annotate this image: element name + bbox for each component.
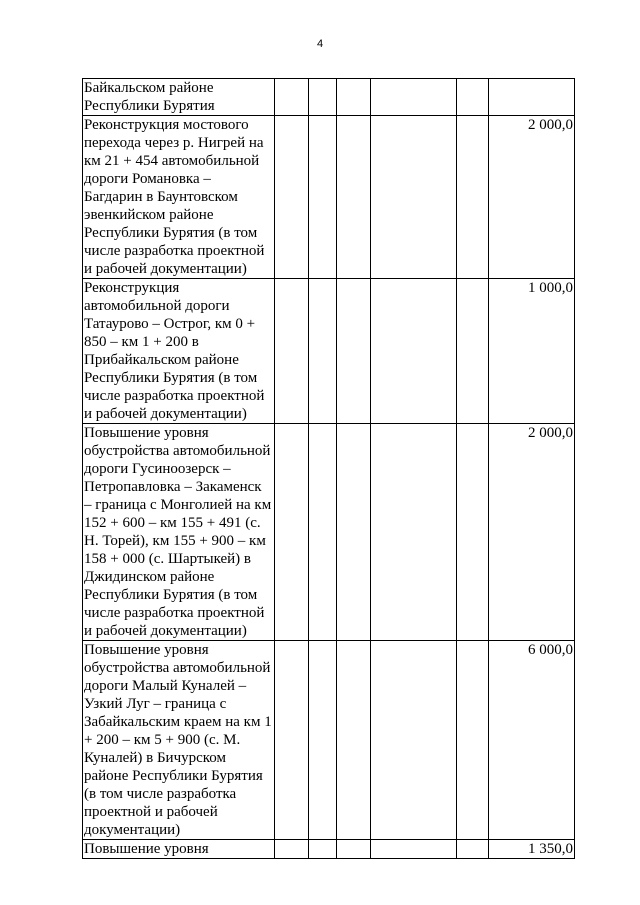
table-row	[83, 840, 575, 859]
empty-cell	[457, 840, 489, 859]
empty-cell	[337, 279, 371, 424]
empty-cell	[275, 424, 309, 641]
row-description: Байкальском районе Республики Бурятия	[83, 79, 275, 116]
table-row	[83, 116, 575, 279]
table-row	[83, 79, 575, 116]
empty-cell	[371, 79, 457, 116]
empty-cell	[371, 279, 457, 424]
empty-cell	[457, 79, 489, 116]
empty-cell	[337, 840, 371, 859]
empty-cell	[371, 840, 457, 859]
empty-cell	[457, 424, 489, 641]
table-row	[83, 424, 575, 641]
empty-cell	[275, 279, 309, 424]
empty-cell	[457, 116, 489, 279]
row-description: Повышение уровня	[83, 840, 275, 859]
empty-cell	[275, 79, 309, 116]
empty-cell	[337, 79, 371, 116]
empty-cell	[371, 424, 457, 641]
empty-cell	[309, 279, 337, 424]
empty-cell	[309, 424, 337, 641]
empty-cell	[309, 79, 337, 116]
empty-cell	[371, 116, 457, 279]
row-description: Реконструкция автомобильной дороги Татаурово – Острог, км 0 + 850 – км 1 + 200 в Прибайкальском районе Республики Бурятия (в том числе разработка проектной и рабочей документации)	[83, 279, 275, 424]
row-amount: 6 000,0	[489, 641, 575, 840]
empty-cell	[309, 641, 337, 840]
empty-cell	[457, 279, 489, 424]
budget-table	[82, 78, 575, 859]
empty-cell	[275, 641, 309, 840]
row-description: Повышение уровня обустройства автомобильной дороги Гусиноозерск – Петропавловка – Закаменск – граница с Монголией на км 152 + 600 – км 155 + 491 (с. Н. Торей), км 155 + 900 – км 158 + 000 (с. Шартыкей) в Джидинском районе Республики Бурятия (в том числе разработка проектной и рабочей документации)	[83, 424, 275, 641]
empty-cell	[275, 116, 309, 279]
empty-cell	[337, 116, 371, 279]
row-amount: 1 000,0	[489, 279, 575, 424]
table-row	[83, 279, 575, 424]
row-amount: 1 350,0	[489, 840, 575, 859]
table-row	[83, 641, 575, 840]
empty-cell	[309, 116, 337, 279]
empty-cell	[337, 424, 371, 641]
row-description: Повышение уровня обустройства автомобильной дороги Малый Куналей – Узкий Луг – граница с Забайкальским краем на км 1 + 200 – км 5 + 900 (с. М. Куналей) в Бичурском районе Республики Бурятия (в том числе разработка проектной и рабочей документации)	[83, 641, 275, 840]
empty-cell	[275, 840, 309, 859]
empty-cell	[457, 641, 489, 840]
row-description: Реконструкция мостового перехода через р. Нигрей на км 21 + 454 автомобильной дороги Романовка – Багдарин в Баунтовском эвенкийском районе Республики Бурятия (в том числе разработка проектной и рабочей документации)	[83, 116, 275, 279]
empty-cell	[371, 641, 457, 840]
row-amount: 2 000,0	[489, 116, 575, 279]
row-amount: 2 000,0	[489, 424, 575, 641]
page-number: 4	[316, 38, 324, 50]
empty-cell	[309, 840, 337, 859]
row-amount	[489, 79, 575, 116]
empty-cell	[337, 641, 371, 840]
